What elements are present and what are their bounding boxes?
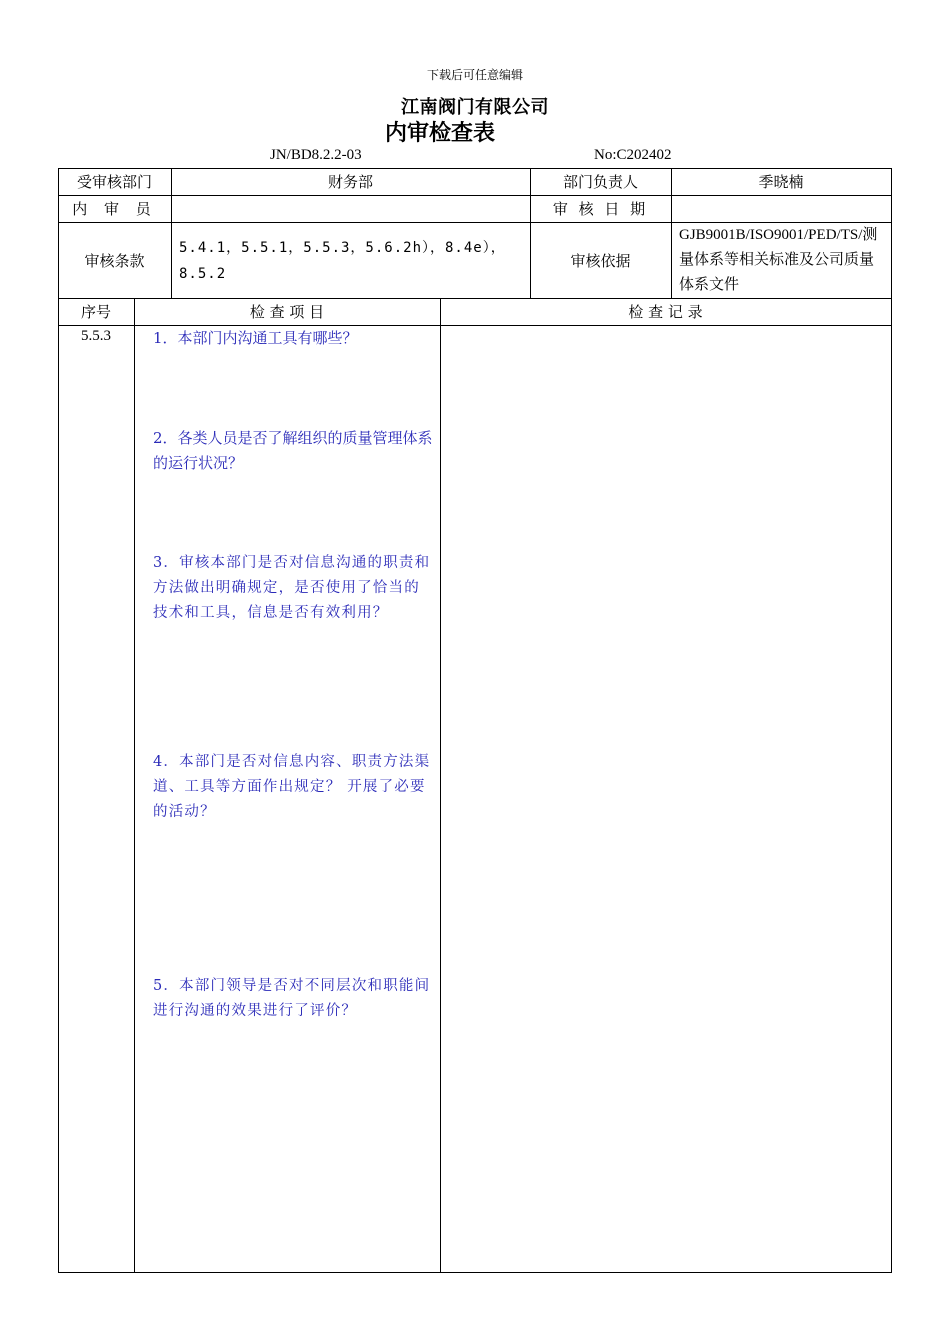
col-header-items: 检 查 项 目 <box>249 303 325 321</box>
page-title: 内审检查表 <box>384 120 495 146</box>
download-note: 下载后可任意编辑 <box>426 68 523 82</box>
table-border-right <box>891 168 892 1272</box>
col-header-no: 序号 <box>80 303 111 321</box>
question-2: 2．各类人员是否了解组织的质量管理体系的运行状况？ <box>153 429 433 472</box>
serial-number: No:C202402 <box>594 147 672 163</box>
auditor-value[interactable] <box>171 195 530 222</box>
col-divider <box>134 298 135 1272</box>
dept-value: 财务部 <box>327 173 373 191</box>
question-5: 5．本部门领导是否对不同层次和职能间进行沟通的效果进行了评价？ <box>153 978 431 1019</box>
basis-label: 审核依据 <box>570 251 631 270</box>
document-number: JN/BD8.2.2-03 <box>270 147 362 163</box>
manager-label: 部门负责人 <box>562 173 638 191</box>
audit-date-value[interactable] <box>671 195 891 222</box>
audit-date-label: 审 核 日 期 <box>552 200 649 218</box>
question-3: 3．审核本部门是否对信息沟通的职责和方法做出明确规定，是否使用了恰当的技术和工具，信息是否有效利用？ <box>153 555 431 621</box>
inspection-record[interactable] <box>446 330 886 350</box>
basis-value: GJB9001B/ISO9001/PED/TS/测量体系等相关标准及公司质量体系文件 <box>679 227 878 293</box>
col-divider <box>440 298 441 1272</box>
dept-label: 受审核部门 <box>76 173 152 191</box>
col-header-records: 检 查 记 录 <box>628 303 703 321</box>
clause-label: 审核条款 <box>84 251 145 270</box>
clause-value: 5.4.1，5.5.1，5.5.3，5.6.2h），8.4e），8.5.2 <box>179 240 506 282</box>
row-number: 5.5.3 <box>81 328 111 344</box>
question-4: 4．本部门是否对信息内容、职责方法渠道、工具等方面作出规定？ 开展了必要的活动？ <box>153 754 431 820</box>
company-name: 江南阀门有限公司 <box>401 97 549 118</box>
manager-value: 季晓楠 <box>758 173 804 191</box>
table-border-bottom <box>58 1272 892 1273</box>
auditor-label: 内 审 员 <box>72 200 157 218</box>
question-1: 1．本部门内沟通工具有哪些？ <box>153 329 358 347</box>
